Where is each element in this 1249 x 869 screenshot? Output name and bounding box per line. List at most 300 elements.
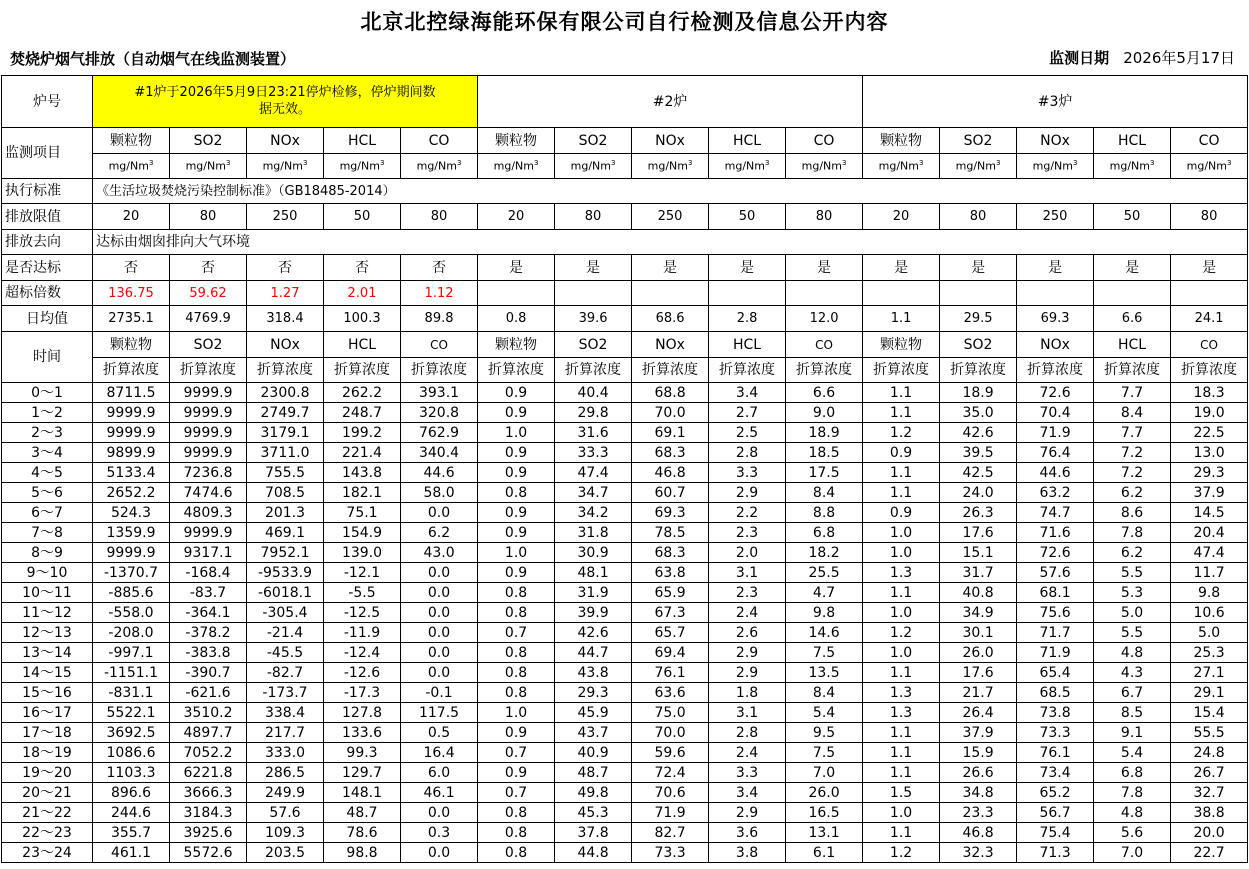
data-cell: 5.4	[1094, 743, 1171, 763]
data-cell: 44.6	[1017, 463, 1094, 483]
data-cell: 0.9	[478, 723, 555, 743]
data-cell: 9.1	[1094, 723, 1171, 743]
data-cell: 0.0	[401, 803, 478, 823]
data-cell: 148.1	[324, 783, 401, 803]
conversion-label: 折算浓度	[247, 358, 324, 383]
data-cell: 333.0	[247, 743, 324, 763]
monitor-date	[1049, 47, 1235, 68]
data-cell: 6.1	[786, 843, 863, 863]
data-cell: 71.7	[1017, 623, 1094, 643]
conversion-label: 折算浓度	[478, 358, 555, 383]
unit-cell: mg/Nm$^3$	[863, 154, 940, 179]
monitor-item-label: 监测项目	[2, 128, 93, 179]
data-cell: 0.9	[478, 383, 555, 403]
data-cell: 60.7	[632, 483, 709, 503]
data-cell: 63.2	[1017, 483, 1094, 503]
data-cell: 22.7	[1171, 843, 1248, 863]
data-cell: 69.4	[632, 643, 709, 663]
data-cell: 17.5	[786, 463, 863, 483]
data-cell: -21.4	[247, 623, 324, 643]
data-cell: -390.7	[170, 663, 247, 683]
pollutant-header: 颗粒物	[93, 128, 170, 154]
conversion-label: 折算浓度	[555, 358, 632, 383]
data-cell: 31.7	[940, 563, 1017, 583]
data-cell: 7236.8	[170, 463, 247, 483]
data-cell: 44.6	[401, 463, 478, 483]
data-cell: 46.8	[940, 823, 1017, 843]
limit-value: 250	[632, 204, 709, 230]
data-cell: 34.2	[555, 503, 632, 523]
data-cell: 154.9	[324, 523, 401, 543]
data-cell: 3.8	[709, 843, 786, 863]
data-cell: 755.5	[247, 463, 324, 483]
limit-value: 250	[247, 204, 324, 230]
data-cell: 45.9	[555, 703, 632, 723]
data-cell: 71.6	[1017, 523, 1094, 543]
data-cell: 6221.8	[170, 763, 247, 783]
pollutant-header: CO	[401, 128, 478, 154]
data-cell: 6.6	[786, 383, 863, 403]
data-cell: 40.4	[555, 383, 632, 403]
compliance-value: 是	[555, 255, 632, 281]
data-cell: 59.6	[632, 743, 709, 763]
data-cell: 9999.9	[170, 423, 247, 443]
data-cell: 42.6	[940, 423, 1017, 443]
furnace2-label: #2炉	[478, 76, 863, 128]
unit-cell: mg/Nm$^3$	[478, 154, 555, 179]
data-cell: 7.0	[786, 763, 863, 783]
data-cell: 18.5	[786, 443, 863, 463]
data-cell: 8.4	[786, 483, 863, 503]
data-cell: 73.4	[1017, 763, 1094, 783]
data-cell: 39.9	[555, 603, 632, 623]
data-cell: 2749.7	[247, 403, 324, 423]
data-cell: 9999.9	[93, 423, 170, 443]
data-cell: 127.8	[324, 703, 401, 723]
data-cell: 6.0	[401, 763, 478, 783]
data-cell: 5133.4	[93, 463, 170, 483]
data-cell: 72.4	[632, 763, 709, 783]
data-cell: 2.8	[709, 443, 786, 463]
data-cell: 69.1	[632, 423, 709, 443]
data-cell: 78.5	[632, 523, 709, 543]
pollutant-header: 颗粒物	[478, 332, 555, 358]
conversion-label: 折算浓度	[786, 358, 863, 383]
limit-value: 80	[786, 204, 863, 230]
unit-cell: mg/Nm$^3$	[1171, 154, 1248, 179]
conversion-label: 折算浓度	[401, 358, 478, 383]
data-cell: 44.8	[555, 843, 632, 863]
data-cell: 0.0	[401, 623, 478, 643]
data-cell: -208.0	[93, 623, 170, 643]
data-cell: 6.2	[401, 523, 478, 543]
data-cell: 75.1	[324, 503, 401, 523]
data-cell: 3692.5	[93, 723, 170, 743]
furnace1-notice: #1炉于2026年5月9日23:21停炉检修，停炉期间数据无效。	[93, 76, 478, 128]
data-cell: -558.0	[93, 603, 170, 623]
date-label: 监测日期	[1049, 49, 1110, 67]
data-cell: 65.9	[632, 583, 709, 603]
data-cell: 68.5	[1017, 683, 1094, 703]
data-cell: 15.9	[940, 743, 1017, 763]
time-cell: 5～6	[2, 483, 93, 503]
time-label: 时间	[2, 332, 93, 383]
data-cell: 76.1	[1017, 743, 1094, 763]
data-cell: 82.7	[632, 823, 709, 843]
data-cell: 13.0	[1171, 443, 1248, 463]
data-cell: 3.3	[709, 463, 786, 483]
data-cell: 31.8	[555, 523, 632, 543]
data-cell: 7.7	[1094, 423, 1171, 443]
limit-value: 20	[863, 204, 940, 230]
data-cell: 2.6	[709, 623, 786, 643]
data-cell: 2652.2	[93, 483, 170, 503]
data-cell: 40.8	[940, 583, 1017, 603]
data-cell: 5.0	[1171, 623, 1248, 643]
data-cell: 5.4	[786, 703, 863, 723]
table-row	[2, 443, 1248, 463]
unit-cell: mg/Nm$^3$	[93, 154, 170, 179]
data-cell: 72.6	[1017, 383, 1094, 403]
data-cell: 99.3	[324, 743, 401, 763]
unit-row	[2, 154, 1248, 179]
data-cell: 203.5	[247, 843, 324, 863]
conversion-label: 折算浓度	[1017, 358, 1094, 383]
table-row	[2, 423, 1248, 443]
data-cell: 340.4	[401, 443, 478, 463]
table-row	[2, 583, 1248, 603]
data-cell: 72.6	[1017, 543, 1094, 563]
data-cell: 70.6	[632, 783, 709, 803]
pollutant-header: SO2	[170, 332, 247, 358]
data-cell: 3.1	[709, 703, 786, 723]
daily-value: 12.0	[786, 306, 863, 332]
exceed-value	[632, 281, 709, 306]
data-cell: 2.3	[709, 523, 786, 543]
table-row	[2, 843, 1248, 863]
limit-row	[2, 204, 1248, 230]
data-cell: 1086.6	[93, 743, 170, 763]
data-cell: 1.0	[478, 423, 555, 443]
data-cell: 14.6	[786, 623, 863, 643]
data-cell: 3184.3	[170, 803, 247, 823]
data-cell: 29.3	[555, 683, 632, 703]
data-cell: 47.4	[1171, 543, 1248, 563]
data-cell: -45.5	[247, 643, 324, 663]
data-cell: 1.1	[863, 583, 940, 603]
data-cell: 1.3	[863, 683, 940, 703]
data-cell: 1.0	[863, 643, 940, 663]
data-cell: 42.6	[555, 623, 632, 643]
pollutant-header: NOx	[1017, 128, 1094, 154]
limit-value: 20	[478, 204, 555, 230]
data-cell: 1.1	[863, 663, 940, 683]
data-cell: -364.1	[170, 603, 247, 623]
data-cell: 5.3	[1094, 583, 1171, 603]
data-cell: 1.0	[863, 523, 940, 543]
data-cell: 9.8	[786, 603, 863, 623]
data-cell: 8711.5	[93, 383, 170, 403]
pollutant-header: SO2	[940, 128, 1017, 154]
data-cell: 30.1	[940, 623, 1017, 643]
time-cell: 4～5	[2, 463, 93, 483]
time-cell: 2～3	[2, 423, 93, 443]
data-cell: -378.2	[170, 623, 247, 643]
data-cell: 3.1	[709, 563, 786, 583]
data-cell: 70.4	[1017, 403, 1094, 423]
data-cell: 1.0	[863, 803, 940, 823]
limit-value: 20	[93, 204, 170, 230]
data-cell: 7.7	[1094, 383, 1171, 403]
data-cell: 16.5	[786, 803, 863, 823]
data-cell: 44.7	[555, 643, 632, 663]
data-cell: 37.9	[940, 723, 1017, 743]
data-cell: 30.9	[555, 543, 632, 563]
data-cell: -997.1	[93, 643, 170, 663]
compliance-label: 是否达标	[2, 255, 93, 281]
data-cell: -5.5	[324, 583, 401, 603]
data-cell: 2.2	[709, 503, 786, 523]
daily-value: 2735.1	[93, 306, 170, 332]
data-cell: 7474.6	[170, 483, 247, 503]
pollutant-header: 颗粒物	[93, 332, 170, 358]
data-cell: 23.3	[940, 803, 1017, 823]
table-row	[2, 543, 1248, 563]
data-cell: 16.4	[401, 743, 478, 763]
data-cell: 65.7	[632, 623, 709, 643]
daily-value: 100.3	[324, 306, 401, 332]
limit-value: 50	[709, 204, 786, 230]
time-cell: 15～16	[2, 683, 93, 703]
data-cell: 7.0	[1094, 843, 1171, 863]
conversion-label: 折算浓度	[709, 358, 786, 383]
data-cell: 63.8	[632, 563, 709, 583]
data-cell: 71.9	[1017, 643, 1094, 663]
data-cell: 262.2	[324, 383, 401, 403]
data-cell: 29.8	[555, 403, 632, 423]
compliance-value: 是	[632, 255, 709, 281]
unit-cell: mg/Nm$^3$	[401, 154, 478, 179]
data-cell: 3.4	[709, 783, 786, 803]
data-cell: -831.1	[93, 683, 170, 703]
data-cell: 43.7	[555, 723, 632, 743]
data-cell: 9.8	[1171, 583, 1248, 603]
time-cell: 12～13	[2, 623, 93, 643]
data-cell: 0.7	[478, 743, 555, 763]
data-cell: 70.0	[632, 403, 709, 423]
standard-label: 执行标准	[2, 179, 93, 204]
data-cell: 56.7	[1017, 803, 1094, 823]
data-cell: 393.1	[401, 383, 478, 403]
data-cell: 117.5	[401, 703, 478, 723]
data-cell: 18.9	[940, 383, 1017, 403]
data-cell: 34.7	[555, 483, 632, 503]
data-cell: 14.5	[1171, 503, 1248, 523]
table-row	[2, 743, 1248, 763]
furnace3-label: #3炉	[863, 76, 1248, 128]
data-cell: 34.9	[940, 603, 1017, 623]
data-cell: 71.3	[1017, 843, 1094, 863]
direction-row	[2, 230, 1248, 255]
daily-value: 4769.9	[170, 306, 247, 332]
data-cell: 17.6	[940, 663, 1017, 683]
unit-cell: mg/Nm$^3$	[170, 154, 247, 179]
data-cell: 1.1	[863, 403, 940, 423]
data-cell: -83.7	[170, 583, 247, 603]
data-cell: 3.6	[709, 823, 786, 843]
data-cell: 7.5	[786, 743, 863, 763]
data-cell: -305.4	[247, 603, 324, 623]
data-cell: 78.6	[324, 823, 401, 843]
exceed-value	[1017, 281, 1094, 306]
time-cell: 20～21	[2, 783, 93, 803]
unit-cell: mg/Nm$^3$	[632, 154, 709, 179]
data-cell: 46.8	[632, 463, 709, 483]
data-cell: 26.7	[1171, 763, 1248, 783]
data-cell: 4.7	[786, 583, 863, 603]
data-cell: 0.9	[478, 503, 555, 523]
data-cell: 43.0	[401, 543, 478, 563]
daily-label: 日均值	[2, 306, 93, 332]
data-cell: 3510.2	[170, 703, 247, 723]
compliance-value: 是	[709, 255, 786, 281]
data-cell: 461.1	[93, 843, 170, 863]
data-cell: 199.2	[324, 423, 401, 443]
data-cell: 6.8	[786, 523, 863, 543]
compliance-value: 否	[401, 255, 478, 281]
data-cell: 26.6	[940, 763, 1017, 783]
compliance-value: 是	[786, 255, 863, 281]
data-cell: 19.0	[1171, 403, 1248, 423]
limit-value: 80	[1171, 204, 1248, 230]
data-cell: 69.3	[632, 503, 709, 523]
data-cell: 25.5	[786, 563, 863, 583]
data-cell: 7052.2	[170, 743, 247, 763]
data-cell: 71.9	[632, 803, 709, 823]
data-cell: 65.4	[1017, 663, 1094, 683]
data-cell: 43.8	[555, 663, 632, 683]
data-cell: 3.4	[709, 383, 786, 403]
data-cell: 31.9	[555, 583, 632, 603]
data-cell: -11.9	[324, 623, 401, 643]
compliance-row	[2, 255, 1248, 281]
time-cell: 3～4	[2, 443, 93, 463]
exceed-value	[786, 281, 863, 306]
data-cell: 18.2	[786, 543, 863, 563]
exceed-value: 1.27	[247, 281, 324, 306]
table-row	[2, 383, 1248, 403]
data-cell: 74.7	[1017, 503, 1094, 523]
standard-value: 《生活垃圾焚烧污染控制标准》（GB18485-2014）	[93, 179, 1248, 204]
data-cell: 47.4	[555, 463, 632, 483]
table-row	[2, 723, 1248, 743]
data-cell: 249.9	[247, 783, 324, 803]
data-cell: 18.9	[786, 423, 863, 443]
data-cell: 1.3	[863, 563, 940, 583]
data-cell: 0.3	[401, 823, 478, 843]
compliance-value: 是	[940, 255, 1017, 281]
data-cell: 2.9	[709, 803, 786, 823]
data-cell: 2.4	[709, 603, 786, 623]
data-cell: 57.6	[1017, 563, 1094, 583]
data-cell: -621.6	[170, 683, 247, 703]
data-cell: 7.5	[786, 643, 863, 663]
limit-label: 排放限值	[2, 204, 93, 230]
data-cell: 182.1	[324, 483, 401, 503]
data-cell: 42.5	[940, 463, 1017, 483]
data-cell: 68.1	[1017, 583, 1094, 603]
data-cell: 355.7	[93, 823, 170, 843]
daily-value: 318.4	[247, 306, 324, 332]
data-cell: 7.2	[1094, 443, 1171, 463]
data-cell: 0.8	[478, 483, 555, 503]
date-value: 2026年5月17日	[1123, 49, 1235, 67]
data-cell: 9317.1	[170, 543, 247, 563]
data-cell: 0.8	[478, 803, 555, 823]
time-cell: 9～10	[2, 563, 93, 583]
pollutant-header: CO	[1171, 332, 1248, 358]
data-cell: 57.6	[247, 803, 324, 823]
data-cell: 26.3	[940, 503, 1017, 523]
daily-value: 2.8	[709, 306, 786, 332]
limit-value: 80	[170, 204, 247, 230]
conversion-label: 折算浓度	[863, 358, 940, 383]
report-subtitle: 焚烧炉烟气排放（自动烟气在线监测装置）	[10, 50, 296, 68]
pollutant-header: SO2	[555, 332, 632, 358]
data-cell: 7.8	[1094, 783, 1171, 803]
data-cell: 8.6	[1094, 503, 1171, 523]
daily-value: 24.1	[1171, 306, 1248, 332]
data-cell: 68.3	[632, 543, 709, 563]
conversion-label: 折算浓度	[324, 358, 401, 383]
exceed-value: 1.12	[401, 281, 478, 306]
data-cell: -885.6	[93, 583, 170, 603]
data-cell: 2.7	[709, 403, 786, 423]
data-cell: 3711.0	[247, 443, 324, 463]
data-cell: 0.0	[401, 503, 478, 523]
data-cell: 1.0	[863, 543, 940, 563]
data-cell: 0.8	[478, 843, 555, 863]
unit-cell: mg/Nm$^3$	[1094, 154, 1171, 179]
compliance-value: 是	[863, 255, 940, 281]
data-cell: 0.8	[478, 603, 555, 623]
data-cell: 20.4	[1171, 523, 1248, 543]
data-cell: 32.7	[1171, 783, 1248, 803]
data-cell: 0.7	[478, 783, 555, 803]
data-cell: 2.0	[709, 543, 786, 563]
data-cell: 1.0	[863, 603, 940, 623]
conversion-label: 折算浓度	[1094, 358, 1171, 383]
daily-value: 0.8	[478, 306, 555, 332]
exceed-label: 超标倍数	[2, 281, 93, 306]
compliance-value: 否	[247, 255, 324, 281]
data-cell: 7.8	[1094, 523, 1171, 543]
data-cell: -0.1	[401, 683, 478, 703]
data-cell: 5.5	[1094, 563, 1171, 583]
furnace-label: 炉号	[2, 76, 93, 128]
data-cell: 244.6	[93, 803, 170, 823]
table-row	[2, 563, 1248, 583]
data-cell: 75.4	[1017, 823, 1094, 843]
data-cell: 221.4	[324, 443, 401, 463]
pollutant-header: CO	[786, 128, 863, 154]
data-cell: 21.7	[940, 683, 1017, 703]
data-cell: 0.9	[478, 763, 555, 783]
table-row	[2, 603, 1248, 623]
data-cell: 68.3	[632, 443, 709, 463]
data-cell: 37.8	[555, 823, 632, 843]
daily-row	[2, 306, 1248, 332]
